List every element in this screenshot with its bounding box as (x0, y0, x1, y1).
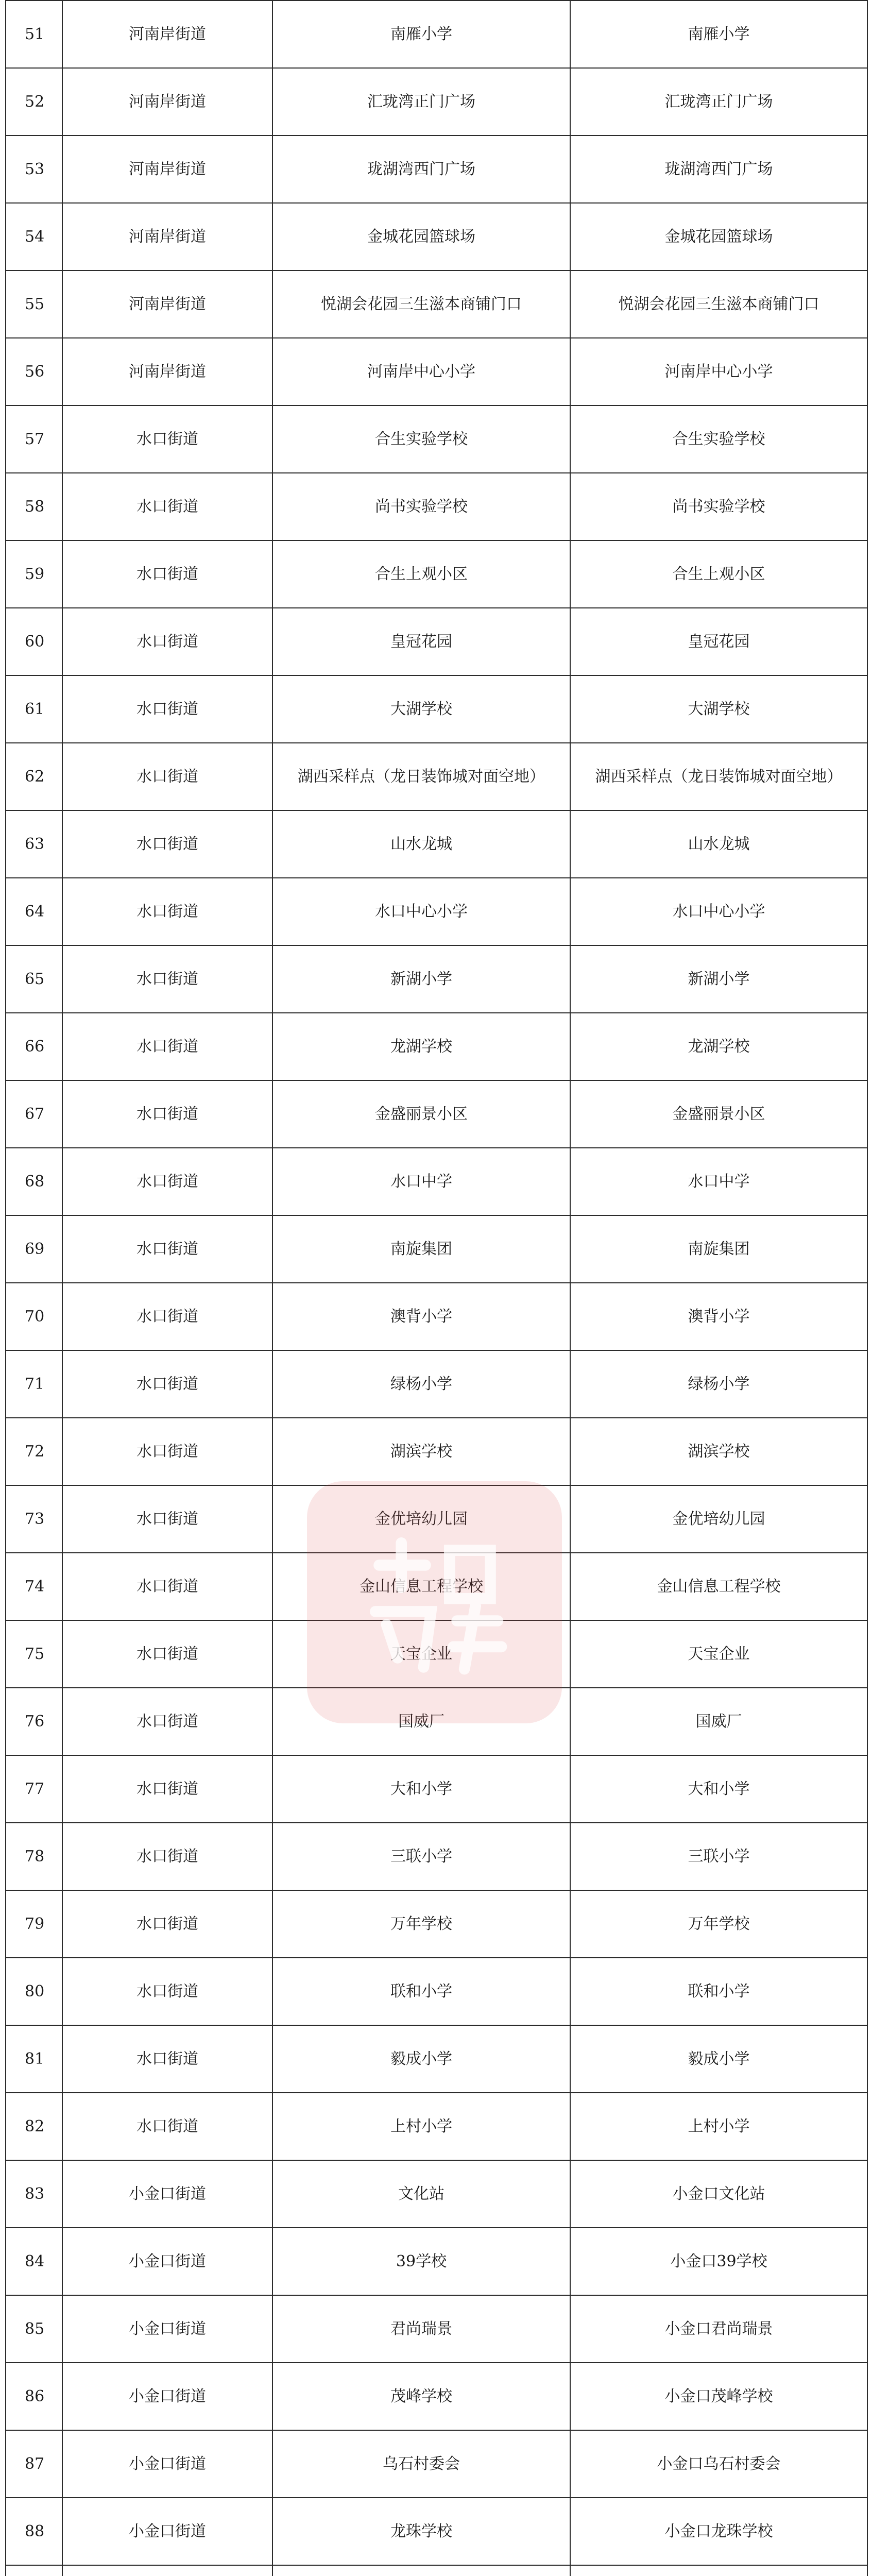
table-row (6, 1485, 867, 1553)
site-location-cell: 悦湖会花园三生滋本商铺门口 (570, 270, 867, 338)
site-name-cell: 金山信息工程学校 (272, 1553, 570, 1620)
row-number-cell: 57 (6, 405, 62, 473)
site-name-cell: 南旋集团 (272, 1215, 570, 1283)
site-name-cell: 悦湖会花园三生滋本商铺门口 (272, 270, 570, 338)
street-name-cell: 水口街道 (62, 1755, 272, 1823)
street-name-cell: 水口街道 (62, 1823, 272, 1890)
site-name-cell: 尚书实验学校 (272, 473, 570, 540)
row-number-cell: 55 (6, 270, 62, 338)
site-location-cell: 万年学校 (570, 1890, 867, 1958)
street-name-cell: 水口街道 (62, 405, 272, 473)
row-number-cell: 76 (6, 1688, 62, 1755)
street-name-cell: 水口街道 (62, 743, 272, 810)
row-number-cell: 82 (6, 2093, 62, 2160)
row-number-cell: 68 (6, 1148, 62, 1215)
site-name-cell: 绿杨小学 (272, 1350, 570, 1418)
street-name-cell: 水口街道 (62, 540, 272, 608)
site-location-cell: 南旋集团 (570, 1215, 867, 1283)
street-name-cell: 水口街道 (62, 945, 272, 1013)
row-number-cell: 74 (6, 1553, 62, 1620)
site-name-cell: 湖滨学校 (272, 1418, 570, 1485)
row-number-cell: 83 (6, 2160, 62, 2228)
table-row (6, 1350, 867, 1418)
site-location-cell: 天宝企业 (570, 1620, 867, 1688)
site-location-cell: 三联小学 (570, 1823, 867, 1890)
row-number-cell: 65 (6, 945, 62, 1013)
street-name-cell: 水口街道 (62, 1080, 272, 1148)
street-name-cell: 水口街道 (62, 1350, 272, 1418)
site-name-cell: 茂峰学校 (272, 2363, 570, 2430)
row-number-cell: 85 (6, 2295, 62, 2363)
site-location-cell: 湖滨学校 (570, 1418, 867, 1485)
row-number-cell: 52 (6, 68, 62, 135)
site-location-cell: 小金口文化站 (570, 2160, 867, 2228)
site-name-cell: 天宝企业 (272, 1620, 570, 1688)
row-number-cell: 80 (6, 1958, 62, 2025)
site-name-cell: 水口中心小学 (272, 878, 570, 945)
table-row (6, 2093, 867, 2160)
street-name-cell: 水口街道 (62, 1148, 272, 1215)
site-name-cell: 万年学校 (272, 1890, 570, 1958)
row-number-cell: 66 (6, 1013, 62, 1080)
site-name-cell: 毅成小学 (272, 2025, 570, 2093)
site-name-cell: 澳背小学 (272, 1283, 570, 1350)
table-row (6, 68, 867, 135)
row-number-cell: 61 (6, 675, 62, 743)
table-row (6, 2498, 867, 2565)
site-location-cell: 金盛丽景小区 (570, 1080, 867, 1148)
street-name-cell: 水口街道 (62, 1418, 272, 1485)
site-name-cell: 大湖学校 (272, 675, 570, 743)
site-location-cell: 山水龙城 (570, 810, 867, 878)
site-name-cell: 国威厂 (272, 1688, 570, 1755)
street-name-cell: 水口街道 (62, 473, 272, 540)
street-name-cell: 河南岸街道 (62, 203, 272, 270)
table-row (6, 743, 867, 810)
street-name-cell: 小金口街道 (62, 2228, 272, 2295)
row-number-cell: 77 (6, 1755, 62, 1823)
site-name-cell: 文化站 (272, 2160, 570, 2228)
street-name-cell: 小金口街道 (62, 2498, 272, 2565)
site-name-cell: 金盛丽景小区 (272, 1080, 570, 1148)
site-location-cell: 小金口龙珠学校 (570, 2498, 867, 2565)
site-location-cell: 小金口乌石村委会 (570, 2430, 867, 2498)
table-row (6, 1620, 867, 1688)
table-row (6, 675, 867, 743)
site-location-cell: 水口中心小学 (570, 878, 867, 945)
street-name-cell: 水口街道 (62, 1013, 272, 1080)
row-number-cell: 56 (6, 338, 62, 405)
street-name-cell: 水口街道 (62, 810, 272, 878)
table-row (6, 540, 867, 608)
row-number-cell: 88 (6, 2498, 62, 2565)
site-location-cell: 国威厂 (570, 1688, 867, 1755)
table-row (6, 1418, 867, 1485)
site-name-cell (272, 2565, 570, 2576)
table-row (6, 608, 867, 675)
street-name-cell: 水口街道 (62, 878, 272, 945)
table-row (6, 1148, 867, 1215)
street-name-cell: 河南岸街道 (62, 270, 272, 338)
table-row (6, 2430, 867, 2498)
table-row (6, 1553, 867, 1620)
site-name-cell: 河南岸中心小学 (272, 338, 570, 405)
row-number-cell: 79 (6, 1890, 62, 1958)
site-name-cell: 乌石村委会 (272, 2430, 570, 2498)
table-row (6, 203, 867, 270)
table-row (6, 810, 867, 878)
street-name-cell: 水口街道 (62, 675, 272, 743)
site-location-cell: 尚书实验学校 (570, 473, 867, 540)
row-number-cell: 71 (6, 1350, 62, 1418)
table-row (6, 1823, 867, 1890)
row-number-cell: 54 (6, 203, 62, 270)
site-location-cell: 河南岸中心小学 (570, 338, 867, 405)
site-name-cell: 新湖小学 (272, 945, 570, 1013)
site-location-cell: 合生实验学校 (570, 405, 867, 473)
street-name-cell (62, 2565, 272, 2576)
table-row (6, 135, 867, 203)
row-number-cell: 59 (6, 540, 62, 608)
site-name-cell: 三联小学 (272, 1823, 570, 1890)
site-location-cell: 合生上观小区 (570, 540, 867, 608)
table-row (6, 1283, 867, 1350)
site-location-cell: 大湖学校 (570, 675, 867, 743)
row-number-cell: 73 (6, 1485, 62, 1553)
street-name-cell: 水口街道 (62, 1890, 272, 1958)
site-name-cell: 金优培幼儿园 (272, 1485, 570, 1553)
row-number-cell: 58 (6, 473, 62, 540)
site-name-cell: 大和小学 (272, 1755, 570, 1823)
table-row (6, 1080, 867, 1148)
table-row (6, 2363, 867, 2430)
street-name-cell: 河南岸街道 (62, 1, 272, 68)
site-location-cell (570, 2565, 867, 2576)
row-number-cell: 67 (6, 1080, 62, 1148)
site-name-cell: 合生实验学校 (272, 405, 570, 473)
site-name-cell: 金城花园篮球场 (272, 203, 570, 270)
site-location-cell: 小金口君尚瑞景 (570, 2295, 867, 2363)
street-name-cell: 水口街道 (62, 1553, 272, 1620)
street-name-cell: 河南岸街道 (62, 338, 272, 405)
table-row (6, 2565, 867, 2576)
street-name-cell: 小金口街道 (62, 2430, 272, 2498)
table-row (6, 338, 867, 405)
table-row (6, 1013, 867, 1080)
table-row (6, 878, 867, 945)
street-name-cell: 水口街道 (62, 1620, 272, 1688)
site-location-cell: 水口中学 (570, 1148, 867, 1215)
site-name-cell: 汇珑湾正门广场 (272, 68, 570, 135)
street-name-cell: 水口街道 (62, 1485, 272, 1553)
table-row (6, 945, 867, 1013)
street-name-cell: 水口街道 (62, 1688, 272, 1755)
site-name-cell: 合生上观小区 (272, 540, 570, 608)
street-name-cell: 河南岸街道 (62, 68, 272, 135)
site-location-cell: 大和小学 (570, 1755, 867, 1823)
site-location-cell: 上村小学 (570, 2093, 867, 2160)
table-row (6, 405, 867, 473)
site-location-cell: 小金口39学校 (570, 2228, 867, 2295)
table-row (6, 1890, 867, 1958)
row-number-cell: 75 (6, 1620, 62, 1688)
site-location-cell: 珑湖湾西门广场 (570, 135, 867, 203)
site-name-cell: 龙湖学校 (272, 1013, 570, 1080)
street-name-cell: 小金口街道 (62, 2295, 272, 2363)
row-number-cell: 78 (6, 1823, 62, 1890)
table-body (6, 1, 867, 2576)
site-name-cell: 皇冠花园 (272, 608, 570, 675)
table-row (6, 2025, 867, 2093)
table-row (6, 473, 867, 540)
site-location-cell: 金城花园篮球场 (570, 203, 867, 270)
street-name-cell: 小金口街道 (62, 2160, 272, 2228)
row-number-cell: 84 (6, 2228, 62, 2295)
table-row (6, 1, 867, 68)
site-name-cell: 联和小学 (272, 1958, 570, 2025)
row-number-cell: 70 (6, 1283, 62, 1350)
site-location-cell: 南雁小学 (570, 1, 867, 68)
site-name-cell: 湖西采样点（龙日装饰城对面空地） (272, 743, 570, 810)
site-name-cell: 山水龙城 (272, 810, 570, 878)
site-location-cell: 新湖小学 (570, 945, 867, 1013)
row-number-cell: 87 (6, 2430, 62, 2498)
table-row (6, 2295, 867, 2363)
site-location-cell: 龙湖学校 (570, 1013, 867, 1080)
table-row (6, 1688, 867, 1755)
table-row (6, 1215, 867, 1283)
site-location-cell: 汇珑湾正门广场 (570, 68, 867, 135)
site-name-cell: 南雁小学 (272, 1, 570, 68)
row-number-cell: 69 (6, 1215, 62, 1283)
street-name-cell: 河南岸街道 (62, 135, 272, 203)
row-number-cell: 62 (6, 743, 62, 810)
site-location-cell: 小金口茂峰学校 (570, 2363, 867, 2430)
site-location-cell: 湖西采样点（龙日装饰城对面空地） (570, 743, 867, 810)
site-name-cell: 39学校 (272, 2228, 570, 2295)
street-name-cell: 水口街道 (62, 1215, 272, 1283)
site-location-cell: 毅成小学 (570, 2025, 867, 2093)
site-location-cell: 金山信息工程学校 (570, 1553, 867, 1620)
site-name-cell: 龙珠学校 (272, 2498, 570, 2565)
row-number-cell: 81 (6, 2025, 62, 2093)
table-row (6, 2228, 867, 2295)
street-name-cell: 水口街道 (62, 1958, 272, 2025)
table-row (6, 2160, 867, 2228)
row-number-cell: 64 (6, 878, 62, 945)
row-number-cell: 72 (6, 1418, 62, 1485)
street-name-cell: 水口街道 (62, 2025, 272, 2093)
table-row (6, 270, 867, 338)
row-number-cell: 86 (6, 2363, 62, 2430)
site-name-cell: 上村小学 (272, 2093, 570, 2160)
row-number-cell: 53 (6, 135, 62, 203)
row-number-cell: 63 (6, 810, 62, 878)
street-name-cell: 水口街道 (62, 1283, 272, 1350)
site-location-cell: 联和小学 (570, 1958, 867, 2025)
row-number-cell (6, 2565, 62, 2576)
row-number-cell: 51 (6, 1, 62, 68)
table-row (6, 1755, 867, 1823)
row-number-cell: 60 (6, 608, 62, 675)
site-name-cell: 水口中学 (272, 1148, 570, 1215)
site-name-cell: 君尚瑞景 (272, 2295, 570, 2363)
site-name-cell: 珑湖湾西门广场 (272, 135, 570, 203)
site-location-cell: 绿杨小学 (570, 1350, 867, 1418)
site-location-cell: 澳背小学 (570, 1283, 867, 1350)
street-name-cell: 水口街道 (62, 608, 272, 675)
site-location-cell: 皇冠花园 (570, 608, 867, 675)
sampling-sites-table (5, 0, 868, 2576)
site-location-cell: 金优培幼儿园 (570, 1485, 867, 1553)
street-name-cell: 小金口街道 (62, 2363, 272, 2430)
street-name-cell: 水口街道 (62, 2093, 272, 2160)
table-row (6, 1958, 867, 2025)
